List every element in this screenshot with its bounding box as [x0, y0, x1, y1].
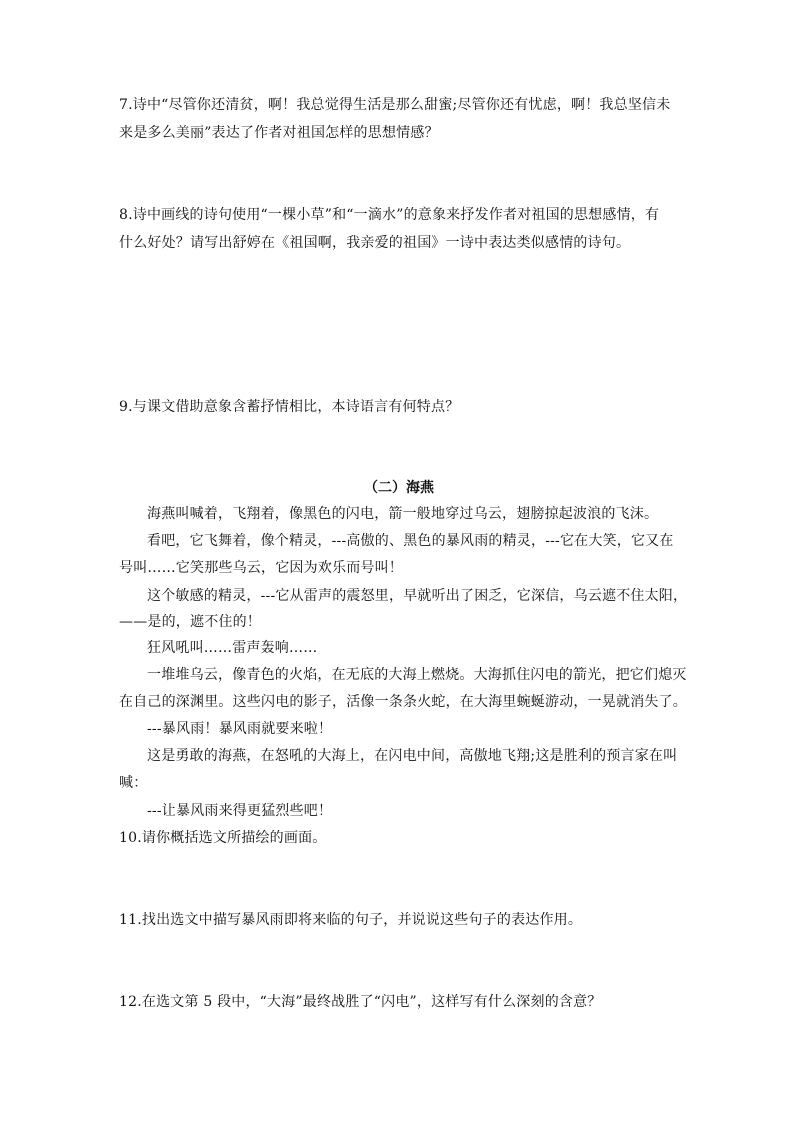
passage-paragraph-7-line-2: 喊： — [119, 775, 148, 791]
question-9: 9.与课文借助意象含蓄抒情相比，本诗语言有何特点？ — [119, 399, 460, 415]
question-11: 11.找出选文中描写暴风雨即将来临的句子，并说说这些句子的表达作用。 — [119, 912, 583, 928]
question-8-line-1: 8.诗中画线的诗句使用“一棵小草”和“一滴水”的意象来抒发作者对祖国的思想感情，有 — [119, 207, 660, 223]
question-7-line-2: 来是多么美丽”表达了作者对祖国怎样的思想情感？ — [119, 125, 439, 141]
passage-paragraph-4: 狂风吼叫……雷声轰响…… — [147, 640, 318, 656]
passage-paragraph-3-line-1: 这个敏感的精灵，---它从雷声的震怒里，早就听出了困乏，它深信，乌云遮不住太阳， — [147, 588, 688, 604]
passage-paragraph-6: ---暴风雨！暴风雨就要来啦！ — [147, 721, 333, 737]
passage-paragraph-1: 海燕叫喊着，飞翔着，像黑色的闪电，箭一般地穿过乌云，翅膀掠起波浪的飞沫。 — [147, 506, 659, 522]
question-7-line-1: 7.诗中“尽管你还清贫，啊！我总觉得生活是那么甜蜜;尽管你还有忧虑，啊！我总坚信未 — [119, 97, 671, 113]
passage-paragraph-2-line-2: 号叫……它笑那些乌云，它因为欢乐而号叫！ — [119, 560, 403, 576]
question-8-line-2: 什么好处？请写出舒婷在《祖国啊，我亲爱的祖国》一诗中表达类似感情的诗句。 — [119, 235, 631, 251]
passage-title: （二）海燕 — [364, 480, 434, 496]
passage-paragraph-7-line-1: 这是勇敢的海燕，在怒吼的大海上，在闪电中间，高傲地飞翔;这是胜利的预言家在叫 — [147, 748, 678, 764]
passage-paragraph-5-line-1: 一堆堆乌云，像青色的火焰，在无底的大海上燃烧。大海抓住闪电的箭光，把它们熄灭 — [147, 667, 687, 683]
passage-paragraph-8: ---让暴风雨来得更猛烈些吧！ — [147, 803, 333, 819]
passage-paragraph-5-line-2: 在自己的深渊里。这些闪电的影子，活像一条条火蛇，在大海里蜿蜒游动，一晃就消失了。 — [119, 694, 687, 710]
question-10: 10.请你概括选文所描绘的画面。 — [119, 830, 327, 846]
question-12: 12.在选文第 5 段中，“大海”最终战胜了“闪电”，这样写有什么深刻的含意？ — [119, 994, 602, 1010]
passage-paragraph-2-line-1: 看吧，它飞舞着，像个精灵，---高傲的、黑色的暴风雨的精灵，---它在大笑，它又在 — [147, 533, 674, 549]
passage-paragraph-3-line-2: ——是的，遮不住的！ — [119, 614, 261, 630]
